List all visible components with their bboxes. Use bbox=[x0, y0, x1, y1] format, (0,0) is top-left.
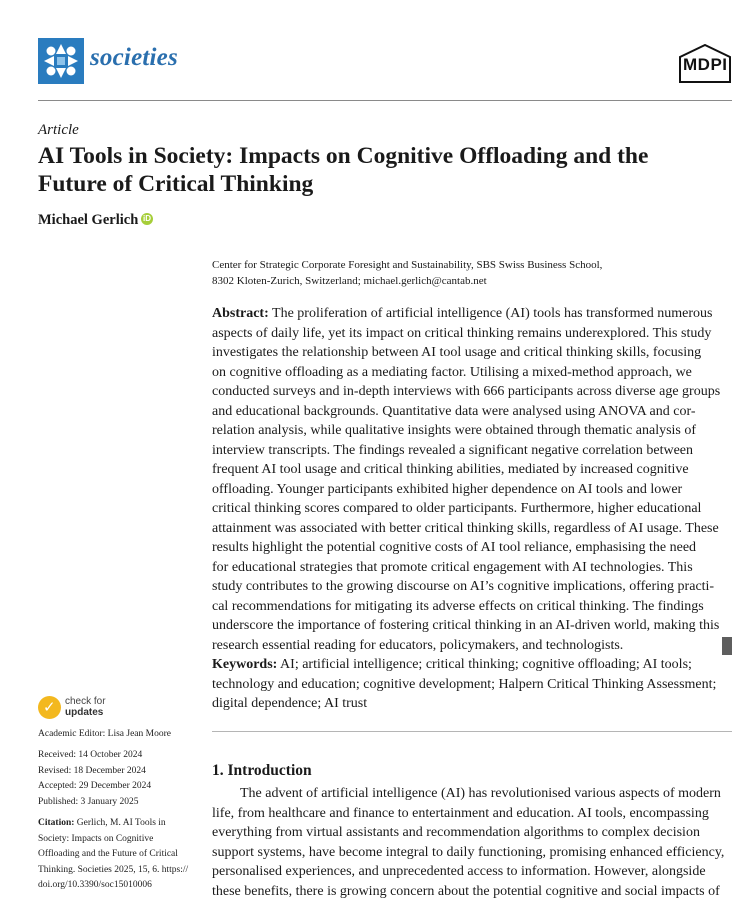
affiliation-line: 8302 Kloten-Zurich, Switzerland; michael.gerlich@cantab.net bbox=[212, 274, 712, 290]
citation-line: Society: Impacts on Cognitive bbox=[38, 832, 198, 848]
author-name[interactable]: Michael Gerlich bbox=[38, 212, 138, 229]
check-updates-link[interactable] bbox=[65, 696, 106, 718]
keywords bbox=[212, 655, 716, 714]
keywords-line: digital dependence; AI trust bbox=[212, 694, 716, 714]
abstract-line: research essential reading for educators, policymakers, and technologists. bbox=[212, 636, 720, 656]
abstract-line: conducted surveys and in-depth interviews with 666 participants across diverse age groups bbox=[212, 382, 720, 402]
abstract-line: relation analysis, while qualitative insights were obtained through thematic analysis of bbox=[212, 421, 720, 441]
introduction-body bbox=[212, 784, 724, 901]
keywords-text: AI; artificial intelligence; critical thinking; cognitive offloading; AI tools; bbox=[277, 657, 692, 672]
abstract-line: investigates the relationship between AI tool usage and critical thinking skills, focusing bbox=[212, 343, 720, 363]
abstract-label: Abstract: bbox=[212, 306, 269, 321]
intro-line: these benefits, there is growing concern about the potential cognitive and social impacts of bbox=[212, 882, 724, 901]
title-line: Future of Critical Thinking bbox=[38, 170, 728, 198]
side-panel-tab[interactable] bbox=[722, 637, 732, 655]
abstract-line bbox=[212, 304, 720, 324]
citation-line[interactable]: Thinking. Societies 2025, 15, 6. https:// bbox=[38, 863, 198, 879]
checkmark-icon: ✓ bbox=[43, 698, 56, 716]
citation-text: Gerlich, M. AI Tools in bbox=[74, 818, 165, 828]
header-divider bbox=[38, 100, 732, 101]
title-line: AI Tools in Society: Impacts on Cognitive Offloading and the bbox=[38, 142, 728, 170]
abstract-text: The proliferation of artificial intelligence (AI) tools has transformed numerous bbox=[269, 306, 713, 321]
citation-doi-link[interactable]: doi.org/10.3390/soc15010006 bbox=[38, 878, 198, 894]
date-revised: Revised: 18 December 2024 bbox=[38, 764, 151, 780]
date-received: Received: 14 October 2024 bbox=[38, 748, 151, 764]
intro-line: The advent of artificial intelligence (AI) has revolutionised various aspects of modern bbox=[212, 784, 724, 804]
citation-line: Offloading and the Future of Critical bbox=[38, 847, 198, 863]
abstract-line: aspects of daily life, yet its impact on critical thinking remains underexplored. This study bbox=[212, 324, 720, 344]
keywords-line: technology and education; cognitive development; Halpern Critical Thinking Assessment; bbox=[212, 675, 716, 695]
abstract-line: on cognitive offloading as a mediating factor. Utilising a mixed-method approach, we bbox=[212, 363, 720, 383]
check-updates-top: check for bbox=[65, 696, 106, 707]
abstract-line: attainment was associated with better critical thinking skills, regardless of AI usage. These bbox=[212, 519, 720, 539]
section-heading: 1. Introduction bbox=[212, 762, 312, 780]
abstract-line: study contributes to the growing discourse on AI’s cognitive implications, offering practi- bbox=[212, 577, 720, 597]
keywords-line bbox=[212, 655, 716, 675]
abstract-line: frequent AI tool usage and critical thinking abilities, mediated by increased cognitive bbox=[212, 460, 720, 480]
citation-block bbox=[38, 816, 198, 894]
intro-line: support systems, have become integral to daily functioning, promising enhanced efficiency, bbox=[212, 843, 724, 863]
academic-editor: Academic Editor: Lisa Jean Moore bbox=[38, 727, 171, 743]
publication-dates bbox=[38, 748, 151, 810]
date-published: Published: 3 January 2025 bbox=[38, 795, 151, 811]
article-title bbox=[38, 142, 728, 198]
citation-line bbox=[38, 816, 198, 832]
article-type: Article bbox=[38, 122, 79, 139]
abstract-line: offloading. Younger participants exhibited higher dependence on AI tools and lower bbox=[212, 480, 720, 500]
abstract-line: for educational strategies that promote critical engagement with AI technologies. This bbox=[212, 558, 720, 578]
abstract-line: underscore the importance of fostering critical thinking in an AI-driven world, making this bbox=[212, 616, 720, 636]
societies-logo bbox=[38, 38, 84, 84]
section-divider bbox=[212, 731, 732, 732]
abstract bbox=[212, 304, 720, 655]
abstract-line: results highlight the potential cognitive costs of AI tool reliance, emphasising the need bbox=[212, 538, 720, 558]
intro-line: personalised experiences, and unprecedented access to information. However, alongside bbox=[212, 862, 724, 882]
intro-line: life, from healthcare and finance to entertainment and education. AI tools, encompassing bbox=[212, 804, 724, 824]
publisher-name: MDPI bbox=[683, 55, 728, 75]
abstract-line: critical thinking scores compared to older participants. Furthermore, higher educational bbox=[212, 499, 720, 519]
orcid-icon[interactable]: iD bbox=[141, 213, 153, 225]
intro-line: everything from virtual assistants and recommendation algorithms to complex decision bbox=[212, 823, 724, 843]
keywords-label: Keywords: bbox=[212, 657, 277, 672]
affiliation-line: Center for Strategic Corporate Foresight and Sustainability, SBS Swiss Business School, bbox=[212, 258, 712, 274]
check-updates-bottom: updates bbox=[65, 707, 106, 718]
date-accepted: Accepted: 29 December 2024 bbox=[38, 779, 151, 795]
abstract-line: cal recommendations for mitigating its adverse effects on critical thinking. The findings bbox=[212, 597, 720, 617]
affiliation bbox=[212, 258, 712, 289]
abstract-line: and educational backgrounds. Quantitative data were analysed using ANOVA and cor- bbox=[212, 402, 720, 422]
abstract-line: interview transcripts. The findings revealed a significant negative correlation between bbox=[212, 441, 720, 461]
citation-label: Citation: bbox=[38, 818, 74, 828]
journal-name: societies bbox=[90, 44, 178, 72]
